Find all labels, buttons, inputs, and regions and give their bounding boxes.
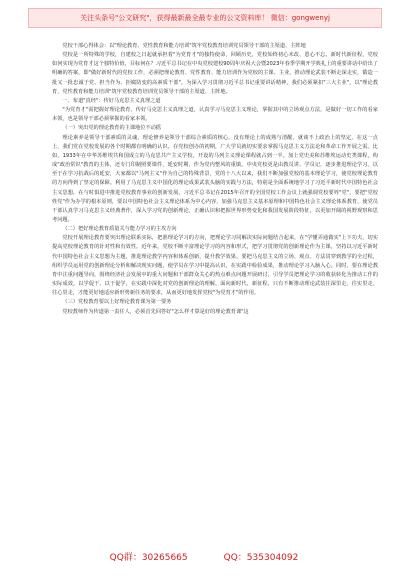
section-heading: 一、布道"真经"：传好马克思主义真理之道 [62, 97, 161, 104]
promo-banner-text: 关注头条号"公文研究"，获得最新最全最专业的公文资料库！ 微信：gongwenyj [80, 14, 330, 22]
qq-contact-text: QQ：535304092 [223, 552, 299, 563]
qq-group-text: QQ群：30265665 [109, 552, 188, 563]
document-body [52, 42, 378, 540]
paragraph: 党校干部心得体会：以"理论教育、党性教育和能力培训"筑牢党校教育培训党员领导干部的主渠道、主阵地 [62, 43, 306, 49]
paragraph: 理论素养是领导干部素质的灵魂，理论修养是领导干部综合素质的核心。没有理论上的成熟与清醒，就谈不上政治上的坚定。在这一点上，我们党在党校发展的各个时期都有明确的认识。在党校创办的初期，广大学员就切实要求掌握马克思主义方法论和革命工作开展之需。比如，1933年在中华苏维埃共和国成立的马克思共产主义学校，开设的马列主义理论课程就占到一半。加上党史美和苏维埃运动史类课程，构成"政治常识"教育的主体，还专门印制照要课件，延安时期，作为党内整风的重镇，中央党校更是由教员讲、学员记，逐步推进理论学习。以至于在学习抗战后的延安，大家都以"马列主义"作为自己的特殊背景，党的十八大以来，我们不断加强党校的基本理论学习，使党校理论教育的方向得到了坚定的保障。利用了马克思主义中国化的理论成果武装头脑的实践与方法，特别是全面系统地学习了习近平新时代中国特色社会主义思想，在与时俱进中推进党校教育事业的创新发展。习近平总书记在2015年召开的全国党校工作会议上就强调党校要姓"党"，要把"党校姓党"作为办学的根本原则，要以中国特色社会主义理论体系为中心内容，加强马克思主义基本原理和中国特色社会主义理论体系教育，使党员干部认真学习马克思主义经典著作，深入学习党的创新理论，正确认识和把握世界形势变化和我国发展阶段特征，以更加开阔的视野观察和思考问题。 [52, 134, 378, 223]
paragraph: 党校是一所特殊的学校，自建校之日起就承担着"为党育才"的独特使命，回顾历史，党校始终初心未改、恩心不忘。新时代新征程，党校如何实现为党育才这个独特价值，目标何在？习近平总书记在中央党校建校90周年庆祝大会暨2023年春季学期开学典礼上的重要讲话中给出了明确的答案，即"做好新时代的党校工作，必须把理论教育、党性教育、能力培训作为党校的主课、主业，推动理论武装不断走深走实，锻造一批又一批忠诚于党、担当作为、拒腐防变的高素质干部"。为深入学习贯彻习近平总书记重要讲话精神，我们必须紧扣"三大主业"，以"理论教育、党性教育和能力培训"筑牢党校教育培训党员领导干部的主渠道、主阵地。 [52, 52, 378, 95]
paragraph: "为党育才"需把握好理论教育，传好马克思主义真理之道，认真学习马克思主义理论，掌握其中的立场观点方法，是做好一切工作的看家本领，也是领导干部必须掌握的看家本领。 [52, 107, 378, 123]
paragraph: 党校开展理论教育要突出理论联系实际，把准理论学习的方向，把理论学习同解决实际问题结合起来，在"学懂弄通做实"上下功夫，切实提高党校理论教育的针对性和有效性。近年来，党校不断丰富理论学习的内容和形式，把学习贯彻党的创新理论作为主课，坚持以习近平新时代中国特色社会主义思想为主题，推进理论教学内容和体系创新，提升教学效果。要把马克思主义的立场、观点、方法贯穿到教学的全过程，组织学员运用党的创新理论分析和解决现实问题，使学员在学习中提高认识，在实践中检验成果，推动理论学习入脑入心。同时，要在理论教育中注重问题导向，围绕经济社会发展中的重大问题和干部群众关心的热点难点问题开展研讨，引导学员把理论学习的收获转化为推动工作的实际成效。以学促干，以干促学，在实践中深化对党的创新理论的理解。面向新时代、新征程，只有不断推动理论武装往深里走、往实里走、往心里走，才能更好地适应新形势新任务的要求，从而更好地发挥党校"为党育才"的作用。 [52, 235, 378, 297]
section-heading: （一）突出党的理论教育的主课地位不动摇 [62, 125, 161, 132]
contact-footer [0, 546, 408, 566]
paragraph: 党校教师作为传道第一责任人，必须首先回答好"怎么样才算是好的理论教育课"这 [62, 308, 249, 315]
section-heading: （三）党校教育要以上好理论教育课为第一要务 [62, 299, 172, 306]
section-heading: （二）把好理论教育质量关与能力学习的主攻方向 [62, 226, 177, 233]
promo-banner [28, 8, 382, 28]
